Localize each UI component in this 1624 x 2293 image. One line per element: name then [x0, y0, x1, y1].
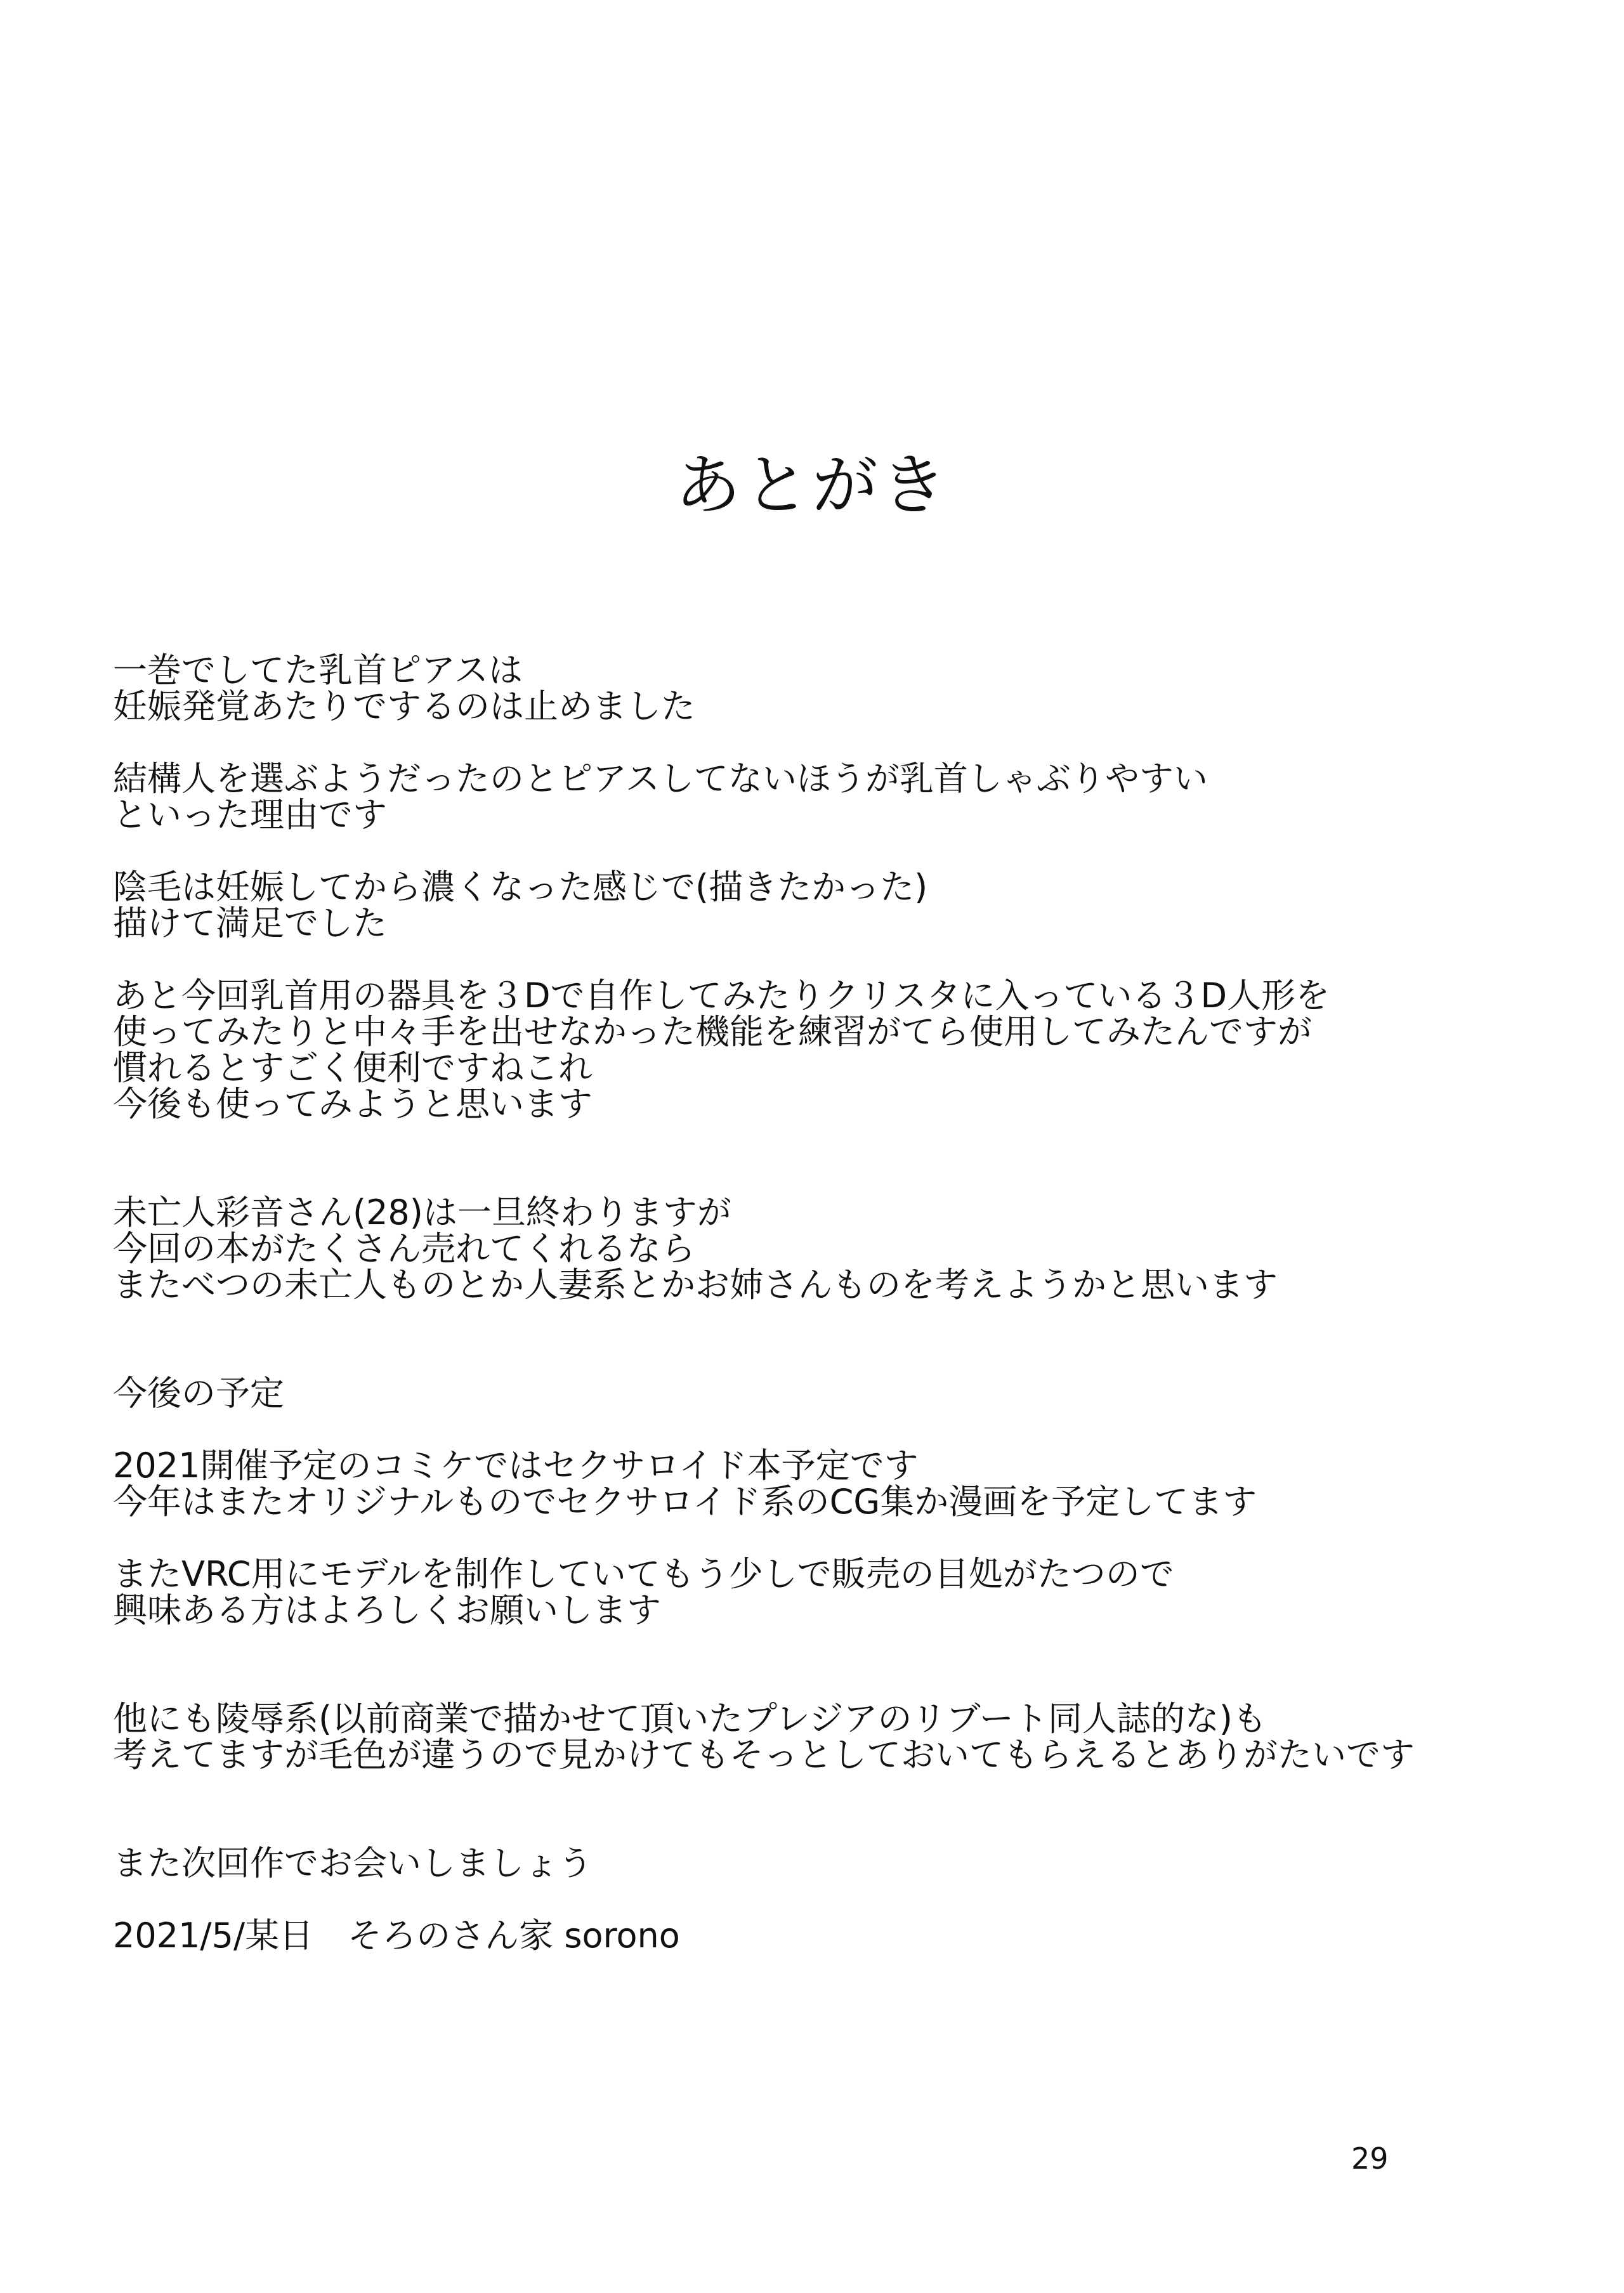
- page-number: 29: [1351, 2141, 1389, 2176]
- text-line: またべつの未亡人ものとか人妻系とかお姉さんものを考えようかと思います: [113, 1265, 1278, 1305]
- text-line: 考えてますが毛色が違うので見かけてもそっとしておいてもらえるとありがたいです: [113, 1735, 1415, 1775]
- afterword-body: [113, 652, 1572, 1954]
- paragraph-comiket: [113, 1447, 1572, 1520]
- text-line: 慣れるとすごく便利ですねこれ: [113, 1048, 593, 1088]
- text-line: また次回作でお会いしましょう: [113, 1843, 593, 1883]
- paragraph-vrc: [113, 1556, 1572, 1628]
- text-line: 今年はまたオリジナルものでセクサロイド系のCG集か漫画を予定してます: [113, 1482, 1257, 1522]
- text-line: 他にも陵辱系(以前商業で描かせて頂いたプレジアのリブート同人誌的な)も: [113, 1699, 1267, 1739]
- page-title: あとがき: [674, 447, 949, 524]
- paragraph-series: [113, 1194, 1572, 1303]
- text-line: 描けて満足でした: [113, 903, 387, 943]
- text-line: 妊娠発覚あたりでするのは止めました: [113, 686, 695, 726]
- text-line: 今回の本がたくさん売れてくれるなら: [113, 1229, 695, 1269]
- paragraph-reason: [113, 761, 1572, 833]
- section-heading-schedule: [113, 1375, 1572, 1411]
- text-line: 今後も使ってみようと思います: [113, 1084, 593, 1124]
- text-line: 結構人を選ぶようだったのとピアスしてないほうが乳首しゃぶりやすい: [113, 759, 1208, 799]
- text-line: 興味ある方はよろしくお願いします: [113, 1590, 661, 1630]
- text-line: またVRC用にモデルを制作していてもう少しで販売の目処がたつので: [113, 1554, 1174, 1594]
- text-line: 未亡人彩音さん(28)は一旦終わりますが: [113, 1192, 731, 1232]
- text-line: 一巻でしてた乳首ピアスは: [113, 650, 523, 690]
- text-line: 2021/5/某日 そろのさん家 sorono: [113, 1916, 680, 1956]
- text-line: 今後の予定: [113, 1373, 284, 1413]
- paragraph-other: [113, 1701, 1572, 1773]
- signature-date: [113, 1917, 1572, 1954]
- text-line: あと今回乳首用の器具を３Dで自作してみたりクリスタに入っている３D人形を: [113, 976, 1330, 1016]
- paragraph-drawing: [113, 869, 1572, 941]
- text-line: 2021開催予定のコミケではセクサロイド本予定です: [113, 1446, 919, 1486]
- paragraph-closing: [113, 1845, 1572, 1881]
- text-line: 陰毛は妊娠してから濃くなった感じで(描きたかった): [113, 867, 928, 907]
- paragraph-piercing: [113, 652, 1572, 724]
- text-line: といった理由です: [113, 795, 387, 835]
- text-line: 使ってみたりと中々手を出せなかった機能を練習がてら使用してみたんですが: [113, 1012, 1312, 1052]
- paragraph-tools: [113, 977, 1572, 1122]
